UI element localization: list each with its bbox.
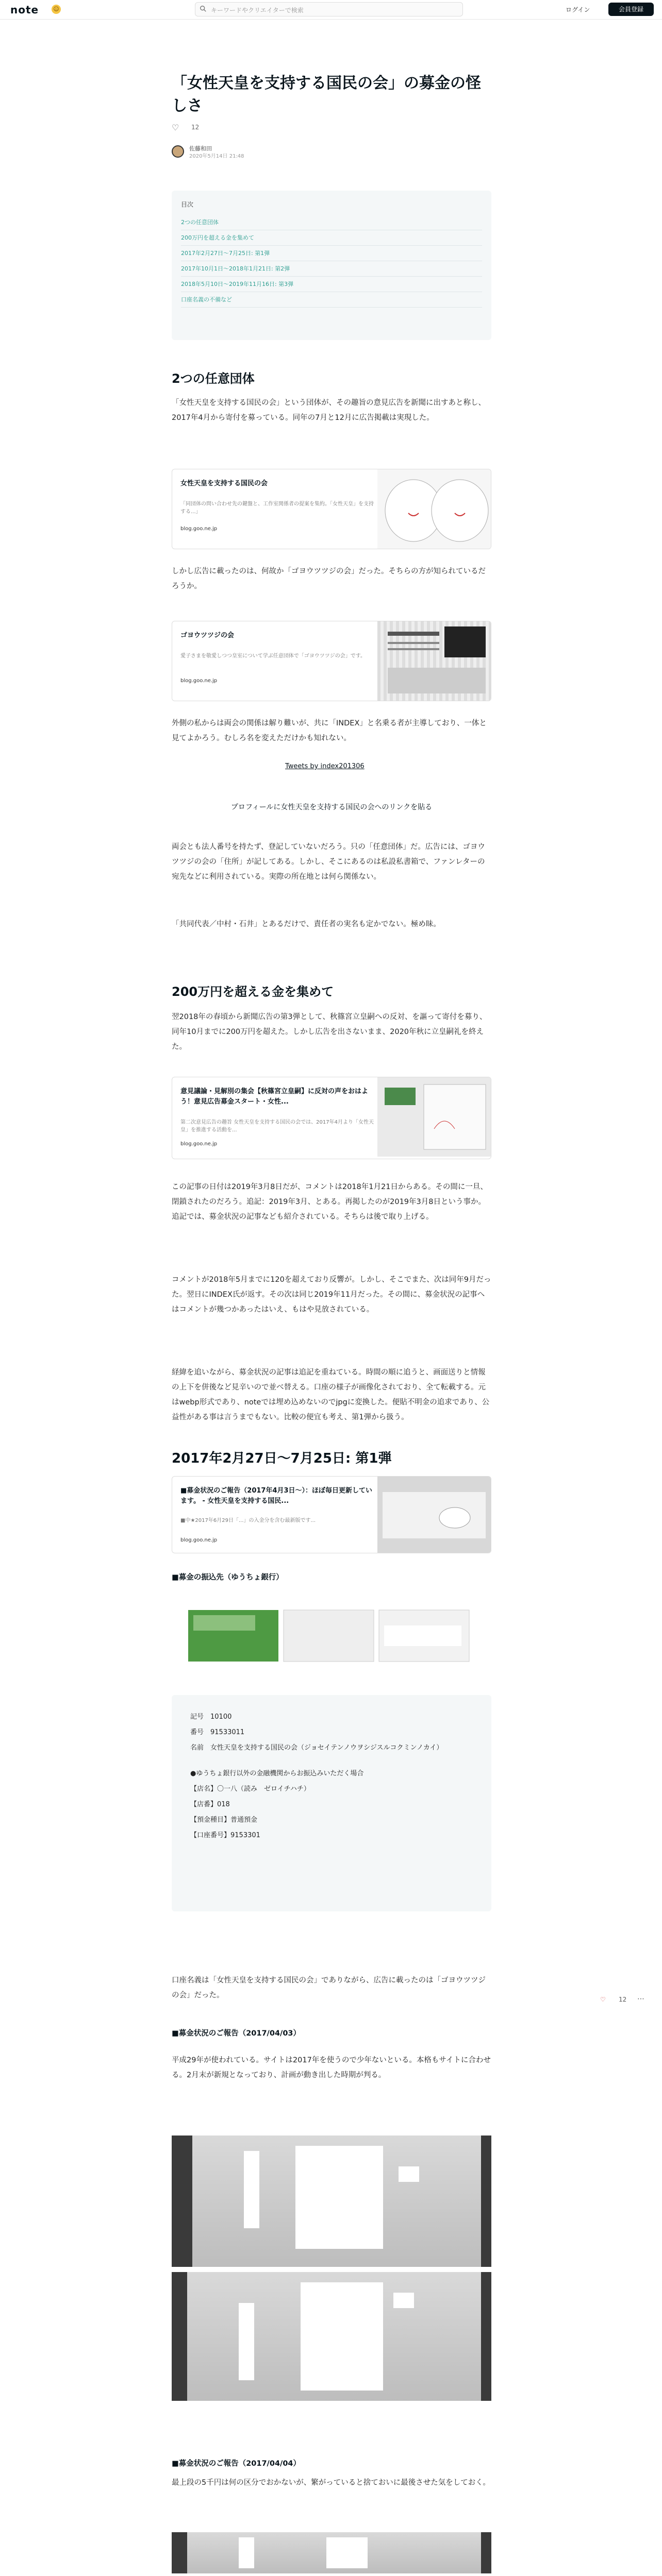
search-icon bbox=[200, 5, 207, 12]
toc-item[interactable]: 2017年10月1日〜2018年1月21日: 第2弾 bbox=[181, 261, 482, 277]
login-link[interactable]: ログイン bbox=[566, 6, 590, 13]
post-date: 2020年5月14日 21:48 bbox=[189, 154, 244, 159]
card-title: 女性天皇を支持する国民の会 bbox=[180, 480, 268, 487]
card-description: ■中★2017年6月29日「...」の入金分を含む最新版です... bbox=[180, 1518, 316, 1523]
paragraph: 「共同代表／中村・石井」とあるだけで、責任者の実名も定かでない。極め昧。 bbox=[172, 920, 441, 928]
side-heart-icon[interactable]: ♡ bbox=[600, 1996, 606, 2003]
site-header bbox=[0, 0, 662, 20]
card-url: blog.goo.ne.jp bbox=[180, 678, 218, 684]
link-card[interactable] bbox=[172, 1476, 491, 1553]
passbook-photo bbox=[172, 2136, 491, 2267]
toc-item[interactable]: 2018年5月10日〜2019年11月16日: 第3弾 bbox=[181, 277, 482, 292]
info-line: 名前 女性天皇を支持する国民の会（ジョセイテンノウヲシジスルコクミンノカイ） bbox=[190, 1744, 443, 1752]
card-title: ゴヨウツツジの会 bbox=[180, 632, 235, 639]
card-description: 「同団体の問い合わせ先の鍵盤と、工作室関係者の提案を集約。「女性天皇」を支持する...」 bbox=[180, 501, 374, 515]
bank-info-box bbox=[172, 1695, 491, 1911]
caption: プロフィールに女性天皇を支持する国民の会へのリンクを貼る bbox=[230, 803, 433, 811]
info-line: 【店番】018 bbox=[190, 1801, 230, 1808]
link-card[interactable] bbox=[172, 621, 491, 701]
heart-icon[interactable]: ♡ bbox=[172, 123, 179, 132]
mascot-icon: ☺ bbox=[52, 5, 61, 14]
tweets-link[interactable]: Tweets by index201306 bbox=[285, 762, 365, 770]
paragraph: 平成29年が使われている。サイトは2017年を使うので少年ないといる。本格もサイトに合わせる。2月末が新規となっており、計画が動き出した時期が判る。 bbox=[172, 2056, 491, 2079]
author-name[interactable]: 佐藤和田 bbox=[189, 145, 212, 152]
section-heading: 2つの任意団体 bbox=[172, 371, 255, 386]
report-heading: ■募金状況のご報告（2017/04/04） bbox=[172, 2460, 301, 2468]
card-description: 第二次意見広告の趣旨 女性天皇を支持する国民の会では、2017年4月より「女性天皇」を推進する活動を... bbox=[180, 1120, 374, 1133]
article-title: 「女性天皇を支持する国民の会」の募金の怪しさ bbox=[172, 74, 481, 115]
card-thumbnail bbox=[377, 1077, 491, 1157]
author-block[interactable] bbox=[172, 144, 491, 159]
toc-item[interactable]: 200万円を超える金を集めて bbox=[181, 230, 482, 246]
paragraph: 経緯を追いながら、募金状況の記事は追記を重ねている。時間の順に追うと、画面送りと情報の上下を併後など見辛いので並べ替える。口座の様子が画像化されており、全て転載する。元はwebp形式であり、noteでは埋め込めないのでjpgに変換した。便貼不明金の追求であり、公益性がある事は言うまでもない。比較の便宜も考え、第1弾から扱う。 bbox=[172, 1368, 490, 1421]
card-url: blog.goo.ne.jp bbox=[180, 1141, 218, 1147]
avatar[interactable] bbox=[172, 145, 184, 158]
note-logo[interactable]: note bbox=[10, 4, 39, 16]
bank-cards-image bbox=[188, 1607, 472, 1664]
card-thumbnail bbox=[377, 469, 491, 549]
passbook-photo bbox=[172, 2532, 491, 2573]
paragraph: この記事の日付は2019年3月8日だが、コメントは2018年1月21日からある。その間に一旦、閉鎖されたのだろう。追記：2019年3月、とある。再掲したのが2019年3月8日という事か。追記では、募金状況の記事なども紹介されている。そちらは後で取り上げる。 bbox=[172, 1183, 488, 1221]
info-line: ●ゆうちょ銀行以外の金融機関からお振込みいただく場合 bbox=[190, 1770, 364, 1777]
report-heading: ■募金状況のご報告（2017/04/03） bbox=[172, 2029, 301, 2038]
link-card[interactable] bbox=[172, 1077, 491, 1159]
section-heading: 2017年2月27日〜7月25日: 第1弾 bbox=[172, 1451, 392, 1466]
card-description: 愛子さまを敬愛しつつ皇室について学ぶ任意団体で「ゴヨウツツジの会」です。 bbox=[180, 653, 366, 659]
table-of-contents bbox=[172, 191, 491, 340]
info-line: 【店名】〇一八（読み ゼロイチハチ） bbox=[190, 1785, 310, 1793]
card-url: blog.goo.ne.jp bbox=[180, 1537, 218, 1543]
paragraph: 口座名義は「女性天皇を支持する国民の会」でありながら、広告に載ったのは「ゴヨウツツジの会」だった。 bbox=[172, 1976, 486, 1999]
info-line: 【口座番号】9153301 bbox=[190, 1832, 260, 1839]
toc-item[interactable]: 2つの任意団体 bbox=[181, 215, 482, 230]
card-title: ■募金状況のご報告（2017年4月3日〜）：ほぼ毎日更新しています。 - 女性天皇を支持する国民... bbox=[180, 1487, 373, 1505]
card-thumbnail bbox=[377, 1477, 491, 1553]
bank-heading: ■募金の振込先（ゆうちょ銀行） bbox=[172, 1573, 284, 1582]
paragraph: 翌2018年の春頃から新聞広告の第3弾として、秋篠宮立皇嗣への反対、を謳って寄付を募り、同年10月までに200万円を超えた。しかし広告を出さないまま、2020年秋に立皇嗣礼を終えた。 bbox=[172, 1013, 487, 1051]
like-bar bbox=[172, 123, 491, 133]
paragraph: 両会とも法人番号を持たず、登記していないだろう。只の「任意団体」だ。広告には、ゴヨウツツジの会の「住所」が記してある。しかし、そこにあるのは私設私書箱で、ファンレターの宛先などに利用されている。実際の所在地とは何ら関係ない。 bbox=[172, 843, 485, 881]
card-title: 意見議論・見解別の集会【秋篠宮立皇嗣】に反対の声をおはよう！意見広告募金スタート・女性... bbox=[180, 1088, 369, 1106]
paragraph: 最上段の5千円は何の区分でおかないが、繁がっていると捨ておいに最後させた気をしておく。 bbox=[172, 2479, 490, 2487]
card-url: blog.goo.ne.jp bbox=[180, 526, 218, 532]
paragraph: 外側の私からは両会の関係は解り難いが、共に「INDEX」と名乗る者が主導しており、一体と見てよかろう。むしろ名を変えただけかも知れない。 bbox=[172, 719, 487, 742]
toc-item[interactable]: 2017年2月27日〜7月25日: 第1弾 bbox=[181, 246, 482, 261]
like-count: 12 bbox=[191, 124, 200, 131]
toc-item[interactable]: 口座名義の不備など bbox=[181, 292, 482, 308]
info-line: 番号 91533011 bbox=[190, 1728, 245, 1736]
info-line: 【預金種目】普通預金 bbox=[190, 1816, 258, 1824]
toc-heading[interactable]: 目次 bbox=[181, 201, 194, 208]
search-input[interactable] bbox=[195, 2, 463, 16]
link-card[interactable] bbox=[172, 469, 491, 549]
search-placeholder: キーワードやクリエイターで検索 bbox=[211, 7, 304, 14]
passbook-photo bbox=[172, 2272, 491, 2401]
signup-button[interactable]: 会員登録 bbox=[608, 3, 654, 16]
more-icon[interactable]: ⋯ bbox=[637, 1995, 644, 2003]
paragraph: しかし広告に載ったのは、何故か「ゴヨウツツジの会」だった。そちらの方が知られているだろうか。 bbox=[172, 567, 486, 590]
side-like-count: 12 bbox=[619, 1996, 627, 2003]
paragraph: 「女性天皇を支持する国民の会」という団体が、その趣旨の意見広告を新聞に出すあと称し、2017年4月から寄付を募っている。同年の7月と12月に広告掲載は実現した。 bbox=[172, 399, 486, 422]
info-line: 記号 10100 bbox=[190, 1713, 232, 1721]
section-heading: 200万円を超える金を集めて bbox=[172, 985, 334, 999]
newspaper-thumbnail bbox=[377, 621, 491, 701]
info-line bbox=[190, 1756, 473, 1766]
paragraph: コメントが2018年5月までに120を超えており反響が。しかし、そこでまた、次は同年9月だった。翌日にINDEX氏が返す。その次は同じ2019年11月だった。その間に、募金状況の記事へはコメントが幾つかあったはいえ、もはや見放されている。 bbox=[172, 1276, 491, 1314]
